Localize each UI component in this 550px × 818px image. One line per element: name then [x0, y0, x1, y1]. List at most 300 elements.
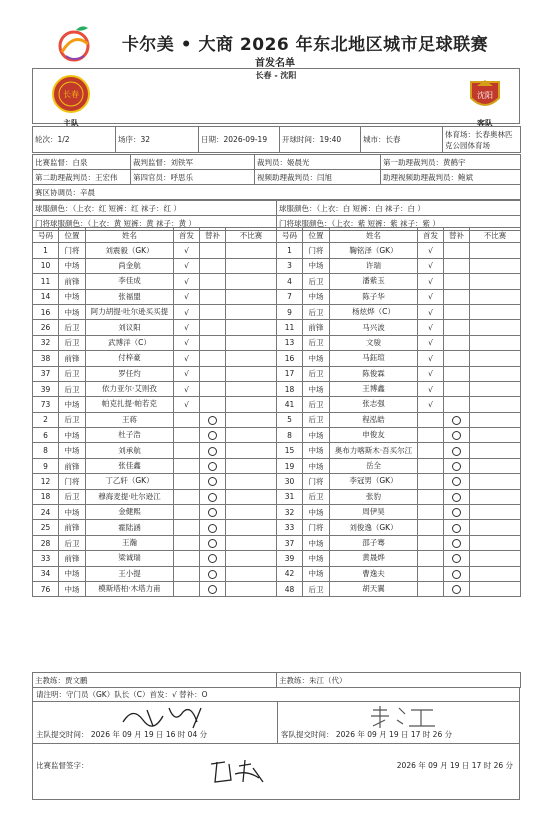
sub-circle-icon	[452, 462, 461, 471]
home-player-pos: 后卫	[59, 366, 86, 381]
var-referee: 视频助理裁判员：闫旭	[255, 170, 381, 185]
away-sub-cell	[444, 489, 470, 504]
home-player-pos: 中场	[59, 505, 86, 520]
home-dnp-cell	[226, 289, 277, 304]
home-player-pos: 后卫	[59, 335, 86, 350]
roster-table	[32, 227, 521, 597]
away-player-pos: 中场	[303, 443, 330, 458]
home-dnp-cell	[226, 551, 277, 566]
away-player-name: 刘俊逸（GK）	[330, 520, 418, 535]
sub-circle-icon	[452, 431, 461, 440]
home-starter-cell	[174, 474, 200, 489]
away-submit-time: 客队提交时间： 2026 年 09 月 19 日 17 时 26 分	[281, 730, 453, 739]
table-row	[33, 566, 521, 581]
match-info	[32, 126, 521, 153]
away-sub-cell	[444, 274, 470, 289]
away-player-name: 张豹	[330, 489, 418, 504]
away-player-pos: 后卫	[303, 274, 330, 289]
home-player-name: 杜子浩	[86, 428, 174, 443]
home-sub-cell	[200, 535, 226, 550]
sub-circle-icon	[452, 524, 461, 533]
home-player-pos: 中场	[59, 443, 86, 458]
home-dnp-cell	[226, 489, 277, 504]
home-sub-cell	[200, 381, 226, 396]
home-dnp-cell	[226, 320, 277, 335]
away-player-pos: 中场	[303, 258, 330, 273]
home-player-no: 14	[33, 289, 59, 304]
away-starter-cell: √	[418, 243, 444, 258]
away-player-pos: 后卫	[303, 412, 330, 427]
away-sub-cell	[444, 581, 470, 596]
away-header-cell: 姓名	[330, 228, 418, 243]
away-signature-icon	[363, 702, 443, 730]
away-player-name: 奥布力喀斯木·吾买尔江	[330, 443, 418, 458]
away-starter-cell	[418, 505, 444, 520]
sub-circle-icon	[208, 585, 217, 594]
table-row	[33, 535, 521, 550]
away-player-no: 1	[277, 243, 303, 258]
table-row	[33, 397, 521, 412]
home-player-no: 8	[33, 443, 59, 458]
home-starter-cell: √	[174, 397, 200, 412]
away-sub-cell	[444, 351, 470, 366]
away-dnp-cell	[470, 289, 521, 304]
away-starter-cell: √	[418, 397, 444, 412]
away-player-pos: 后卫	[303, 366, 330, 381]
away-player-no: 17	[277, 366, 303, 381]
home-player-pos: 中场	[59, 581, 86, 596]
home-sub-cell	[200, 520, 226, 535]
sub-circle-icon	[452, 416, 461, 425]
home-starter-cell	[174, 566, 200, 581]
away-sub-cell	[444, 289, 470, 304]
home-dnp-cell	[226, 458, 277, 473]
home-player-name: 武博洋（C）	[86, 335, 174, 350]
away-starter-cell	[418, 474, 444, 489]
roster-header-row	[33, 228, 521, 243]
away-starter-cell: √	[418, 366, 444, 381]
away-starter-cell: √	[418, 351, 444, 366]
sub-circle-icon	[452, 585, 461, 594]
home-player-name: 霍陆涵	[86, 520, 174, 535]
home-player-pos: 中场	[59, 289, 86, 304]
away-dnp-cell	[470, 412, 521, 427]
home-player-no: 39	[33, 381, 59, 396]
table-row	[33, 520, 521, 535]
table-row	[33, 335, 521, 350]
home-starter-cell: √	[174, 304, 200, 319]
home-dnp-cell	[226, 366, 277, 381]
away-sub-cell	[444, 535, 470, 550]
away-player-pos: 后卫	[303, 489, 330, 504]
page-subtitle: 首发名单	[255, 58, 295, 69]
away-player-name: 程泓皓	[330, 412, 418, 427]
away-starter-cell: √	[418, 381, 444, 396]
coaches	[32, 672, 521, 688]
home-player-pos: 前锋	[59, 520, 86, 535]
away-player-no: 8	[277, 428, 303, 443]
home-starter-cell	[174, 535, 200, 550]
home-player-name: 依力亚尔·艾则孜	[86, 381, 174, 396]
home-starter-cell	[174, 458, 200, 473]
away-dnp-cell	[470, 474, 521, 489]
table-row	[33, 381, 521, 396]
away-dnp-cell	[470, 366, 521, 381]
sub-circle-icon	[208, 462, 217, 471]
sub-circle-icon	[208, 416, 217, 425]
home-player-name: 王瀚	[86, 535, 174, 550]
away-player-pos: 中场	[303, 428, 330, 443]
away-player-no: 30	[277, 474, 303, 489]
home-player-no: 2	[33, 412, 59, 427]
table-row	[33, 320, 521, 335]
signature-box	[32, 688, 520, 744]
away-player-pos: 中场	[303, 566, 330, 581]
home-player-pos: 中场	[59, 304, 86, 319]
signature-divider	[277, 702, 278, 744]
home-sub-cell	[200, 351, 226, 366]
away-team	[452, 74, 518, 129]
away-sub-cell	[444, 381, 470, 396]
home-player-no: 24	[33, 505, 59, 520]
home-sub-cell	[200, 551, 226, 566]
away-player-no: 3	[277, 258, 303, 273]
away-player-no: 31	[277, 489, 303, 504]
away-dnp-cell	[470, 505, 521, 520]
matchup: 长春 - 沈阳	[255, 71, 297, 80]
away-player-no: 16	[277, 351, 303, 366]
home-player-no: 25	[33, 520, 59, 535]
away-dnp-cell	[470, 320, 521, 335]
away-player-name: 王博鑫	[330, 381, 418, 396]
away-player-pos: 中场	[303, 289, 330, 304]
away-header-cell: 首发	[418, 228, 444, 243]
table-row	[33, 551, 521, 566]
home-sub-cell	[200, 335, 226, 350]
home-sub-cell	[200, 366, 226, 381]
away-badge-icon	[465, 74, 505, 114]
away-starter-cell: √	[418, 274, 444, 289]
away-dnp-cell	[470, 566, 521, 581]
home-player-name: 帕克扎提·帕若克	[86, 397, 174, 412]
away-dnp-cell	[470, 381, 521, 396]
away-player-no: 11	[277, 320, 303, 335]
sub-circle-icon	[452, 477, 461, 486]
away-dnp-cell	[470, 520, 521, 535]
home-starter-cell: √	[174, 366, 200, 381]
sub-circle-icon	[208, 508, 217, 517]
home-player-name: 张福盟	[86, 289, 174, 304]
away-sub-cell	[444, 566, 470, 581]
home-sub-cell	[200, 443, 226, 458]
match-date: 日期：2026-09-19	[199, 127, 280, 153]
home-dnp-cell	[226, 335, 277, 350]
home-player-pos: 后卫	[59, 412, 86, 427]
away-header-cell: 位置	[303, 228, 330, 243]
away-player-pos: 后卫	[303, 581, 330, 596]
away-player-no: 32	[277, 505, 303, 520]
home-player-name: 王小提	[86, 566, 174, 581]
away-player-no: 48	[277, 581, 303, 596]
home-starter-cell	[174, 505, 200, 520]
home-player-name: 阿力胡提·吐尔逊买买提	[86, 304, 174, 319]
home-player-name: 金健熙	[86, 505, 174, 520]
away-dnp-cell	[470, 258, 521, 273]
sub-circle-icon	[452, 508, 461, 517]
home-dnp-cell	[226, 258, 277, 273]
away-dnp-cell	[470, 581, 521, 596]
home-player-no: 37	[33, 366, 59, 381]
away-player-name: 岳全	[330, 458, 418, 473]
away-dnp-cell	[470, 397, 521, 412]
away-player-name: 许瑞	[330, 258, 418, 273]
away-starter-cell	[418, 581, 444, 596]
away-player-no: 15	[277, 443, 303, 458]
home-player-no: 1	[33, 243, 59, 258]
away-player-pos: 中场	[303, 551, 330, 566]
home-player-pos: 中场	[59, 428, 86, 443]
home-player-no: 32	[33, 335, 59, 350]
away-header-cell: 不比赛	[470, 228, 521, 243]
away-sub-cell	[444, 551, 470, 566]
sub-circle-icon	[208, 524, 217, 533]
sub-circle-icon	[452, 539, 461, 548]
away-coach: 主教练：朱江（代）	[277, 673, 521, 688]
home-player-no: 10	[33, 258, 59, 273]
home-label: 主队	[63, 119, 79, 128]
home-coach: 主教练：贾文鹏	[33, 673, 277, 688]
away-sub-cell	[444, 397, 470, 412]
home-player-pos: 后卫	[59, 320, 86, 335]
home-player-pos: 后卫	[59, 489, 86, 504]
away-player-name: 陈子华	[330, 289, 418, 304]
away-sub-cell	[444, 335, 470, 350]
home-player-pos: 后卫	[59, 535, 86, 550]
home-player-name: 刘承航	[86, 443, 174, 458]
away-dnp-cell	[470, 428, 521, 443]
home-player-name: 王蒋	[86, 412, 174, 427]
away-player-name: 曹逸夫	[330, 566, 418, 581]
home-player-pos: 门将	[59, 474, 86, 489]
supervisor-box	[32, 744, 520, 800]
away-sub-cell	[444, 304, 470, 319]
home-sub-cell	[200, 304, 226, 319]
away-dnp-cell	[470, 304, 521, 319]
home-player-name: 丁乙轩（GK）	[86, 474, 174, 489]
sub-circle-icon	[208, 493, 217, 502]
table-row	[33, 474, 521, 489]
away-dnp-cell	[470, 274, 521, 289]
table-row	[33, 412, 521, 427]
home-dnp-cell	[226, 566, 277, 581]
home-player-no: 76	[33, 581, 59, 596]
home-sub-cell	[200, 566, 226, 581]
coordinator: 赛区协调员：辛晨	[33, 185, 521, 200]
home-sub-cell	[200, 274, 226, 289]
away-dnp-cell	[470, 443, 521, 458]
away-player-name: 黄晟烨	[330, 551, 418, 566]
sub-circle-icon	[452, 570, 461, 579]
home-starter-cell	[174, 412, 200, 427]
home-player-pos: 前锋	[59, 458, 86, 473]
away-player-name: 张志强	[330, 397, 418, 412]
away-starter-cell	[418, 458, 444, 473]
away-starter-cell	[418, 551, 444, 566]
home-dnp-cell	[226, 412, 277, 427]
away-player-name: 胡天翼	[330, 581, 418, 596]
away-sub-cell	[444, 366, 470, 381]
home-starter-cell: √	[174, 335, 200, 350]
away-dnp-cell	[470, 351, 521, 366]
away-player-no: 7	[277, 289, 303, 304]
home-sub-cell	[200, 489, 226, 504]
away-player-no: 18	[277, 381, 303, 396]
away-player-name: 文骏	[330, 335, 418, 350]
away-sub-cell	[444, 505, 470, 520]
away-starter-cell	[418, 443, 444, 458]
away-dnp-cell	[470, 243, 521, 258]
home-player-no: 33	[33, 551, 59, 566]
away-sub-cell	[444, 443, 470, 458]
away-label: 客队	[477, 119, 493, 128]
away-player-name: 邵子骞	[330, 535, 418, 550]
home-player-name: 尚金航	[86, 258, 174, 273]
away-sub-cell	[444, 520, 470, 535]
away-player-pos: 中场	[303, 381, 330, 396]
away-player-pos: 中场	[303, 505, 330, 520]
home-player-name: 刘议阳	[86, 320, 174, 335]
home-dnp-cell	[226, 381, 277, 396]
away-starter-cell: √	[418, 258, 444, 273]
home-player-name: 罗任灼	[86, 366, 174, 381]
away-player-pos: 后卫	[303, 397, 330, 412]
home-kit: 球服颜色：（上衣：红 短裤：红 袜子：红 ）	[33, 201, 277, 216]
home-dnp-cell	[226, 520, 277, 535]
table-row	[33, 458, 521, 473]
table-row	[33, 243, 521, 258]
home-starter-cell	[174, 551, 200, 566]
home-player-no: 9	[33, 458, 59, 473]
home-player-name: 穆海麦提·吐尔逊江	[86, 489, 174, 504]
away-player-no: 5	[277, 412, 303, 427]
away-kit: 球服颜色：（上衣：白 短裤：白 袜子：白 ）	[277, 201, 521, 216]
away-starter-cell	[418, 412, 444, 427]
home-sub-cell	[200, 243, 226, 258]
home-player-no: 11	[33, 274, 59, 289]
away-sub-cell	[444, 243, 470, 258]
away-player-pos: 中场	[303, 351, 330, 366]
away-dnp-cell	[470, 489, 521, 504]
away-player-no: 33	[277, 520, 303, 535]
away-player-no: 13	[277, 335, 303, 350]
away-starter-cell	[418, 428, 444, 443]
home-starter-cell	[174, 489, 200, 504]
home-team	[38, 74, 104, 129]
away-gk-kit: 门将球服颜色：（上衣：紫 短裤：紫 袜子：紫 ）	[277, 216, 521, 231]
away-starter-cell: √	[418, 289, 444, 304]
away-badge-text: 沈阳	[477, 91, 493, 100]
home-starter-cell: √	[174, 258, 200, 273]
away-starter-cell	[418, 520, 444, 535]
match-number: 场序：32	[116, 127, 199, 153]
away-dnp-cell	[470, 535, 521, 550]
sub-circle-icon	[452, 447, 461, 456]
away-player-pos: 门将	[303, 243, 330, 258]
away-player-pos: 门将	[303, 474, 330, 489]
home-header-cell: 位置	[59, 228, 86, 243]
kickoff-time: 开球时间：19:40	[280, 127, 361, 153]
home-player-no: 12	[33, 474, 59, 489]
home-dnp-cell	[226, 397, 277, 412]
away-player-pos: 后卫	[303, 335, 330, 350]
home-sub-cell	[200, 397, 226, 412]
home-player-name: 张佳鑫	[86, 458, 174, 473]
home-dnp-cell	[226, 535, 277, 550]
table-row	[33, 581, 521, 596]
home-dnp-cell	[226, 505, 277, 520]
home-starter-cell	[174, 443, 200, 458]
home-player-pos: 中场	[59, 566, 86, 581]
away-starter-cell	[418, 489, 444, 504]
home-starter-cell: √	[174, 243, 200, 258]
away-dnp-cell	[470, 335, 521, 350]
away-sub-cell	[444, 412, 470, 427]
home-sub-cell	[200, 258, 226, 273]
home-player-no: 16	[33, 304, 59, 319]
away-dnp-cell	[470, 458, 521, 473]
table-row	[33, 366, 521, 381]
assistant-referee-2: 第二助理裁判员：王宏伟	[33, 170, 131, 185]
home-dnp-cell	[226, 581, 277, 596]
home-header-cell: 号码	[33, 228, 59, 243]
home-dnp-cell	[226, 351, 277, 366]
table-row	[33, 443, 521, 458]
away-player-no: 42	[277, 566, 303, 581]
home-starter-cell: √	[174, 274, 200, 289]
home-player-pos: 前锋	[59, 351, 86, 366]
home-sub-cell	[200, 581, 226, 596]
supervisor-sign-time: 2026 年 09 月 19 日 17 时 26 分	[396, 761, 513, 770]
sub-circle-icon	[208, 539, 217, 548]
home-player-pos: 门将	[59, 243, 86, 258]
home-player-pos: 中场	[59, 258, 86, 273]
home-starter-cell: √	[174, 289, 200, 304]
home-player-pos: 前锋	[59, 274, 86, 289]
table-row	[33, 351, 521, 366]
away-sub-cell	[444, 458, 470, 473]
referee: 裁判员：姬晨光	[255, 155, 381, 170]
away-player-no: 37	[277, 535, 303, 550]
sub-circle-icon	[452, 554, 461, 563]
away-player-no: 9	[277, 304, 303, 319]
home-player-name: 模斯塔柏·木塔力甫	[86, 581, 174, 596]
away-header-cell: 号码	[277, 228, 303, 243]
away-player-name: 鞠铭泽（GK）	[330, 243, 418, 258]
away-player-name: 周伊昊	[330, 505, 418, 520]
home-header-cell: 替补	[200, 228, 226, 243]
home-player-name: 李佳成	[86, 274, 174, 289]
home-badge-text: 长春	[63, 90, 79, 99]
away-starter-cell	[418, 535, 444, 550]
officials	[32, 154, 521, 200]
supervisor-signature-icon	[203, 756, 273, 786]
away-starter-cell: √	[418, 320, 444, 335]
home-starter-cell: √	[174, 381, 200, 396]
sub-circle-icon	[208, 554, 217, 563]
sub-circle-icon	[208, 431, 217, 440]
table-row	[33, 428, 521, 443]
round: 轮次：1/2	[33, 127, 116, 153]
